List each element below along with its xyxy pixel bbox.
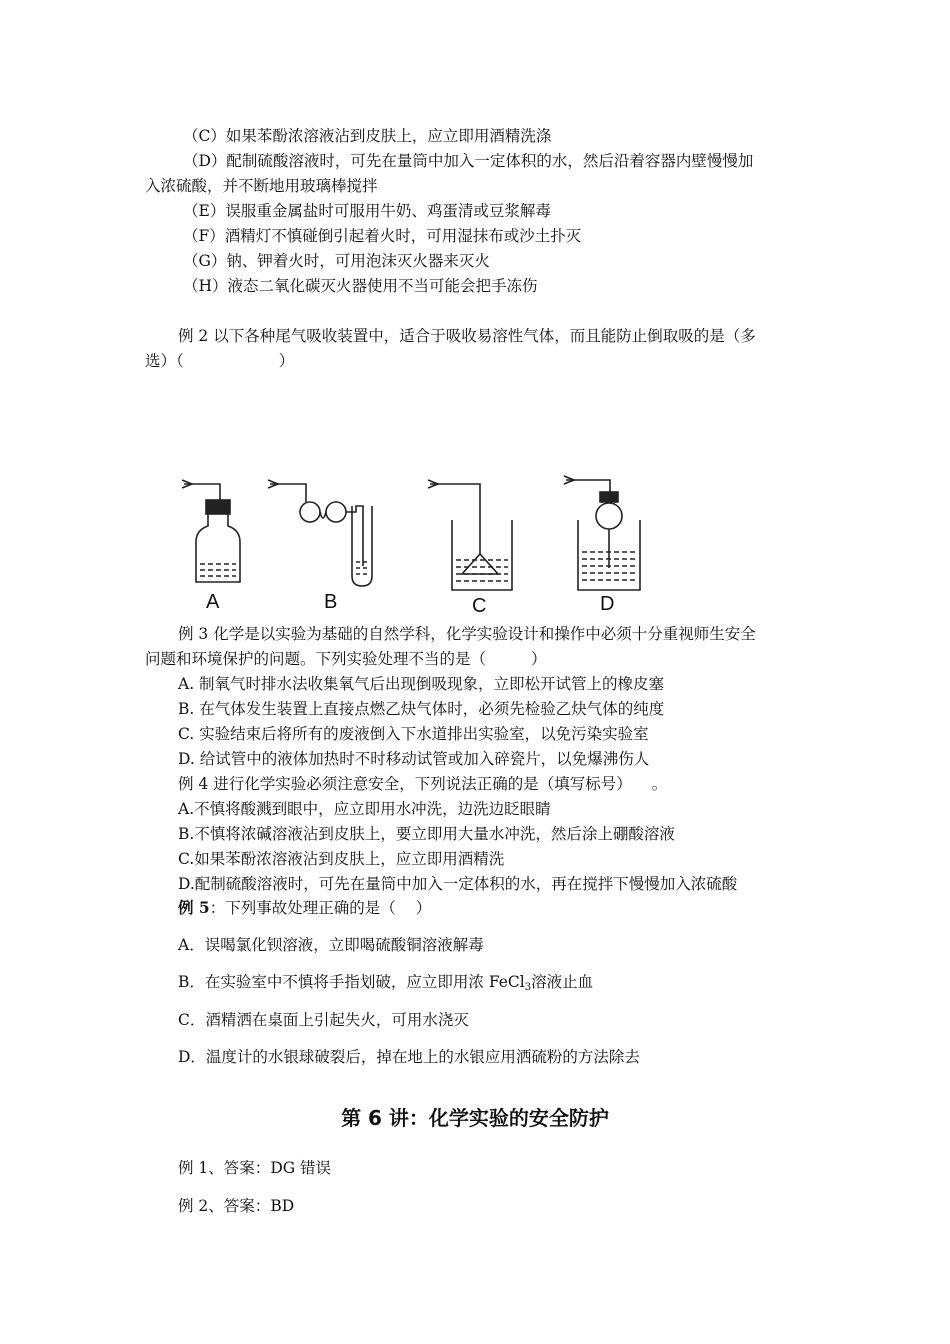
label-b: B — [324, 591, 338, 613]
ex1-option-g: （G）钠、钾着火时，可用泡沫灭火器来灭火 — [183, 252, 490, 270]
ex3-stem-cont: 问题和环境保护的问题。下列实验处理不当的是（ ） — [145, 650, 547, 668]
ex2-stem-cont: 选）（ ） — [145, 352, 295, 370]
ex3-stem: 例 3 化学是以实验为基础的自然学科，化学实验设计和操作中必须十分重视师生安全 — [178, 625, 756, 643]
ex2-stem: 例 2 以下各种尾气吸收装置中，适合于吸收易溶性气体，而且能防止倒取吸的是（多 — [178, 327, 756, 345]
ex4-option-b: B.不慎将浓碱溶液沾到皮肤上，要立即用大量水冲洗，然后涂上硼酸溶液 — [178, 825, 675, 843]
ex5-option-c: C．酒精洒在桌面上引起失火，可用水浇灭 — [178, 1011, 469, 1029]
ex1-option-d: （D）配制硫酸溶液时，可先在量筒中加入一定体积的水，然后沿着容器内壁慢慢加 — [183, 152, 754, 170]
ex5-option-b: B．在实验室中不慎将手指划破，应立即用浓 FeCl$_3$溶液止血 — [178, 973, 594, 993]
ex1-option-d-cont: 入浓硫酸，并不断地用玻璃棒搅拌 — [145, 177, 378, 195]
label-d: D — [600, 593, 615, 615]
ex4-option-a: A.不慎将酸溅到眼中，应立即用水冲洗，边洗边眨眼睛 — [178, 800, 551, 818]
apparatus-c-drawing — [428, 480, 512, 590]
ex3-option-a: A. 制氧气时排水法收集氧气后出现倒吸现象，立即松开试管上的橡皮塞 — [178, 675, 665, 693]
ex1-option-c: （C）如果苯酚浓溶液沾到皮肤上，应立即用酒精洗涤 — [183, 127, 552, 145]
ex1-option-f: （F）酒精灯不慎碰倒引起着火时，可用湿抹布或沙土扑灭 — [183, 227, 582, 245]
section-title: 第 6 讲：化学实验的安全防护 — [341, 1106, 609, 1130]
apparatus-d-drawing — [564, 476, 640, 590]
label-a: A — [206, 591, 220, 613]
ex3-option-b: B. 在气体发生装置上直接点燃乙炔气体时，必须先检验乙炔气体的纯度 — [178, 700, 665, 718]
ex4-option-d: D.配制硫酸溶液时，可先在量筒中加入一定体积的水，再在搅拌下慢慢加入浓硫酸 — [178, 875, 738, 893]
answer-ex2: 例 2、答案：BD — [178, 1197, 295, 1215]
ex4-stem: 例 4 进行化学实验必须注意安全，下列说法正确的是（填写标号） 。 — [178, 775, 668, 793]
absorption-apparatus-figure — [170, 466, 660, 616]
ex4-option-c: C.如果苯酚浓溶液沾到皮肤上，应立即用酒精洗 — [178, 850, 505, 868]
answer-ex1: 例 1、答案：DG 错误 — [178, 1159, 332, 1177]
ex3-option-d: D. 给试管中的液体加热时不时移动试管或加入碎瓷片，以免爆沸伤人 — [178, 750, 650, 768]
ex5-option-d: D．温度计的水银球破裂后，掉在地上的水银应用洒硫粉的方法除去 — [178, 1048, 640, 1066]
apparatus-a-drawing — [182, 480, 240, 582]
ex5-stem: 例 5：下列事故处理正确的是（ ） — [178, 898, 432, 917]
ex1-option-h: （H）液态二氧化碳灭火器使用不当可能会把手冻伤 — [183, 277, 538, 295]
ex3-option-c: C. 实验结束后将所有的废液倒入下水道排出实验室，以免污染实验室 — [178, 725, 649, 743]
apparatus-b-drawing — [268, 480, 372, 586]
ex5-option-a: A．误喝氯化钡溶液，立即喝硫酸铜溶液解毒 — [178, 936, 484, 954]
ex1-option-e: （E）误服重金属盐时可服用牛奶、鸡蛋清或豆浆解毒 — [183, 202, 551, 220]
label-c: C — [472, 595, 487, 616]
